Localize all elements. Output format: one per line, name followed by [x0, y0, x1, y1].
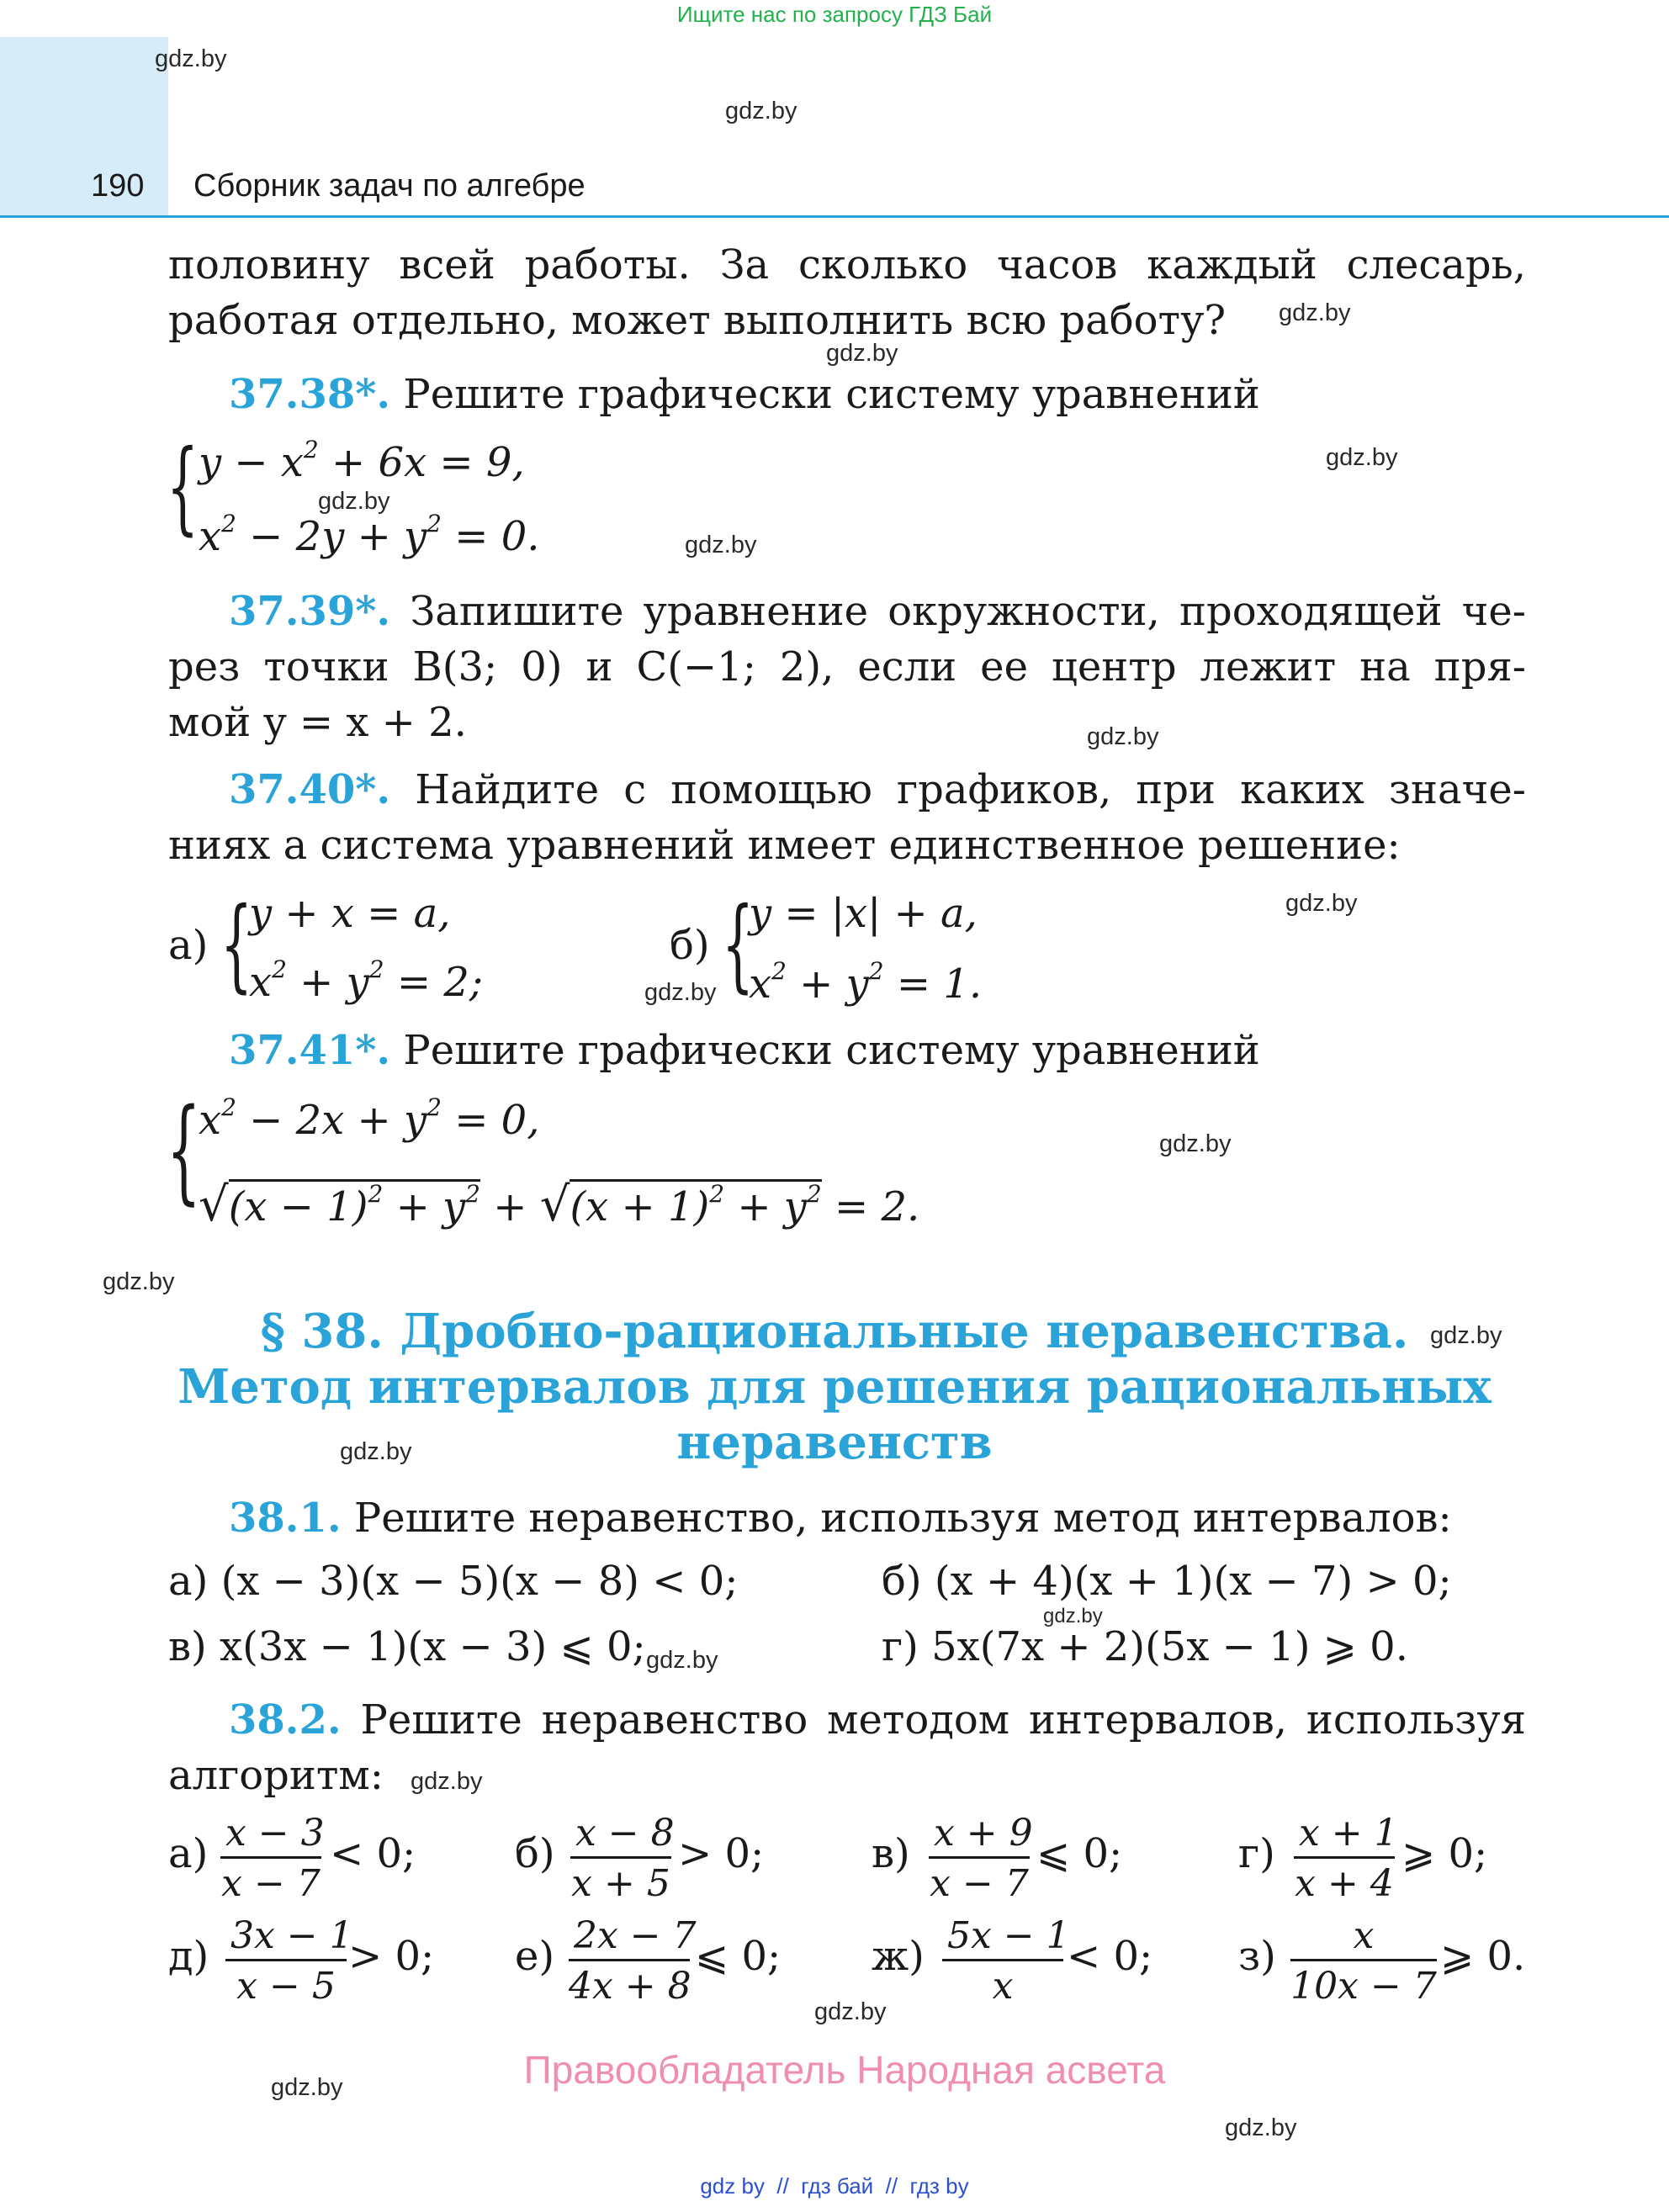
problem-text-line-2: алгоритм: — [168, 1752, 384, 1799]
system-brace: { — [167, 429, 199, 547]
equation: $x^2 - 2x + y^2 = 0$, — [199, 1093, 540, 1144]
problem-text: Решите неравенство, используя метод интервалов: — [353, 1495, 1452, 1542]
equation: $y - x^2 + 6x = 9$, — [199, 436, 525, 486]
watermark: gdz.by — [644, 979, 717, 1006]
item-label-a: а) — [168, 922, 209, 969]
fraction-label: д) — [168, 1933, 209, 1980]
book-title: Сборник задач по алгебре — [193, 168, 585, 204]
watermark: gdz.by — [1087, 723, 1159, 750]
problem-number: 38.1. — [229, 1495, 342, 1542]
fraction-label: з) — [1238, 1933, 1276, 1980]
problem-text-line-1: Найдите с помощью графиков, при каких значе- — [415, 766, 1526, 813]
problem-number: 37.41*. — [229, 1027, 391, 1074]
page-number: 190 — [91, 168, 145, 204]
watermark: gdz.by — [1285, 890, 1358, 917]
problem-text: Решите графически систему уравнений — [403, 371, 1260, 418]
problem-number: 37.40*. — [229, 766, 391, 813]
watermark: gdz.by — [411, 1768, 483, 1795]
system-brace: { — [167, 1087, 201, 1218]
copyright: Правообладатель Народная асвета — [523, 2048, 1166, 2092]
watermark: gdz.by — [1043, 1605, 1103, 1627]
system-brace: { — [220, 886, 253, 1004]
inequality-a: а) (x − 3)(x − 5)(x − 8) < 0; — [168, 1558, 739, 1605]
watermark: gdz.by — [725, 98, 797, 124]
watermark: gdz.by — [155, 45, 227, 72]
fraction-relation: ⩾ 0. — [1440, 1933, 1526, 1980]
equation: y = |x| + a, — [749, 890, 978, 937]
problem-37-39 — [168, 584, 1526, 750]
problem-38-1 — [229, 1490, 1452, 1546]
fraction-label: е) — [515, 1933, 555, 1980]
problem-text: Решите графически систему уравнений — [403, 1027, 1260, 1074]
top-banner[interactable]: Ищите нас по запросу ГДЗ Бай — [676, 2, 993, 27]
watermark: gdz.by — [271, 2074, 343, 2101]
problem-37-40 — [168, 762, 1526, 873]
fraction-relation: < 0; — [330, 1830, 416, 1877]
footer-links[interactable]: gdz by // гдз бай // гдз by — [700, 2173, 969, 2199]
watermark: gdz.by — [685, 532, 757, 558]
fraction-relation: ⩾ 0; — [1401, 1830, 1488, 1877]
watermark: gdz.by — [318, 488, 390, 515]
problem-text-line-1: Решите неравенство методом интервалов, используя — [360, 1696, 1526, 1744]
fraction-relation: ⩽ 0; — [1036, 1830, 1123, 1877]
inequality-v: в) x(3x − 1)(x − 3) ⩽ 0; — [168, 1623, 646, 1670]
fraction-label: б) — [515, 1830, 555, 1877]
fraction: $\frac{2x - 7}{4x + 8}$ — [569, 1914, 697, 2008]
equation: $√(x - 1)^2 + y^2 + √(x + 1)^2 + y^2 = 2$. — [199, 1177, 920, 1232]
fraction: $\frac{x - 8}{x + 5}$ — [571, 1812, 675, 1905]
inequality-g: г) 5x(7x + 2)(5x − 1) ⩾ 0. — [882, 1623, 1408, 1670]
fraction-label: в) — [872, 1830, 910, 1877]
fraction: $\frac{x}{10x - 7}$ — [1290, 1914, 1437, 2008]
fraction-relation: > 0; — [348, 1933, 435, 1980]
fraction-relation: ⩽ 0; — [695, 1933, 782, 1980]
problem-number: 38.2. — [229, 1696, 342, 1744]
watermark: gdz.by — [1279, 299, 1351, 326]
equation: $x^2 - 2y + y^2 = 0$. — [199, 510, 540, 560]
problem-number: 37.39*. — [229, 588, 391, 635]
problem-number: 37.38*. — [229, 371, 391, 418]
watermark: gdz.by — [1430, 1322, 1502, 1349]
intro-line-1: половину всей работы. За сколько часов каждый слесарь, — [168, 241, 1526, 288]
watermark: gdz.by — [103, 1268, 175, 1295]
watermark: gdz.by — [1159, 1130, 1232, 1157]
problem-text-line-2: ниях a система уравнений имеет единственное решение: — [168, 822, 1401, 869]
header-rule — [0, 215, 1669, 218]
fraction-label: г) — [1238, 1830, 1275, 1877]
fraction: $\frac{5x - 1}{x}$ — [942, 1914, 1063, 2008]
section-heading-line-1: § 38. Дробно-рациональные неравенства. — [260, 1304, 1409, 1359]
section-heading-line-2: Метод интервалов для решения рациональных — [177, 1359, 1492, 1415]
fraction-relation: > 0; — [678, 1830, 765, 1877]
intro-line-2: работая отдельно, может выполнить всю работу? — [168, 297, 1227, 344]
equation: $x^2 + y^2 = 1$. — [749, 957, 983, 1008]
watermark: gdz.by — [1326, 444, 1398, 471]
watermark: gdz.by — [646, 1647, 718, 1674]
fraction: $\frac{x + 9}{x - 7}$ — [930, 1812, 1033, 1905]
fraction-label: ж) — [872, 1933, 925, 1980]
fraction-relation: < 0; — [1067, 1933, 1153, 1980]
watermark: gdz.by — [340, 1438, 412, 1465]
fraction-label: а) — [168, 1830, 209, 1877]
problem-text-line-1: Запишите уравнение окружности, проходящей че- — [410, 588, 1526, 635]
problem-text-line-3: мой y = x + 2. — [168, 699, 467, 746]
fraction: $\frac{x + 1}{x + 4}$ — [1295, 1812, 1398, 1905]
equation: $x^2 + y^2 = 2$; — [249, 955, 484, 1006]
watermark: gdz.by — [826, 340, 898, 367]
fraction: $\frac{3x - 1}{x - 5}$ — [225, 1914, 347, 2008]
problem-38-2 — [168, 1692, 1526, 1803]
problem-37-38 — [229, 367, 1260, 422]
system-brace: { — [722, 886, 755, 1004]
problem-37-41 — [229, 1023, 1260, 1078]
problem-text-line-2: рез точки B(3; 0) и C(−1; 2), если ее центр лежит на пря- — [168, 643, 1526, 691]
inequality-b: б) (x + 4)(x + 1)(x − 7) > 0; — [882, 1558, 1452, 1605]
watermark: gdz.by — [1225, 2114, 1297, 2141]
item-label-b: б) — [670, 922, 710, 969]
equation: y + x = a, — [249, 890, 451, 937]
fraction: $\frac{x - 3}{x - 7}$ — [221, 1812, 325, 1905]
watermark: gdz.by — [814, 1998, 887, 2025]
section-heading-line-3: неравенств — [676, 1415, 993, 1470]
